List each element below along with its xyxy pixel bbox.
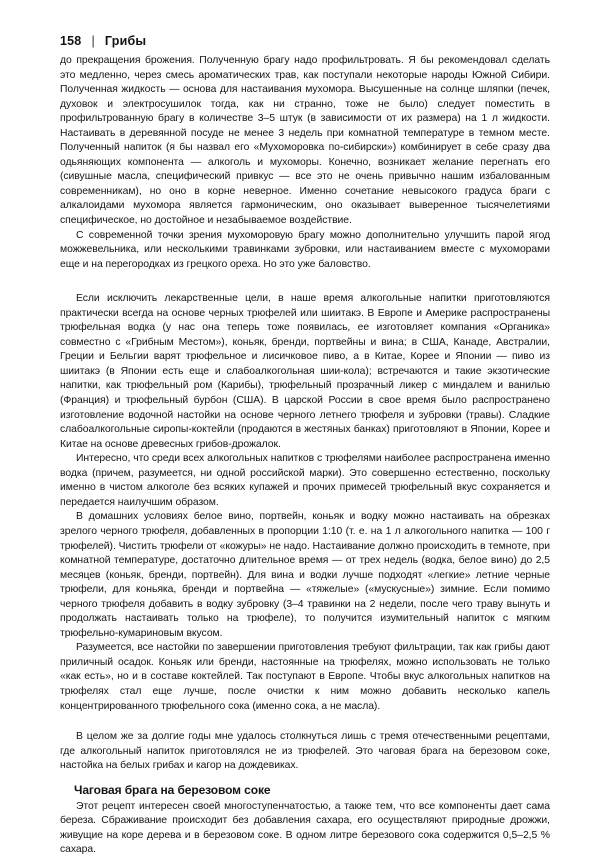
header-separator: | bbox=[91, 34, 95, 48]
page-number: 158 bbox=[60, 34, 82, 48]
section-break bbox=[60, 714, 550, 730]
body-text bbox=[60, 54, 550, 858]
section-break bbox=[60, 272, 550, 292]
paragraph: Если исключить лекарственные цели, в наше время алкогольные напитки приготовляются практически всегда на основе черных трюфелей или шиитакэ. В Европе и Америке распространены трюфельная водка (у нас она теперь тоже появилась, ее изготовляет компания «Органика» совместно с «Грибным Местом»), коньяк, бренди, портвейны и вина; в США, Канаде, Австралии, Греции и Бельгии варят трюфельное и лисичковое пиво, а в Китае, Корее и Японии — пиво из шиитакэ (в Японии есть еще и слабоалкогольная шии-кола); встречаются и такие экзотические напитки, как трюфельный ром (Карибы), трюфельный прозрачный ликер с миндалем и ванилью (Франция) и трюфельный бурбон (США). В царской России в свое время было распространено изготовление водочной настойки на основе черного летнего трюфеля и зубровки (травы). Сладкие слабоалкогольные сиропы-коктейли (продаются в жестяных банках) приготовляют в Японии, Корее и Китае на основе древесных грибов-дрожалок. bbox=[60, 293, 550, 450]
paragraph: В целом же за долгие годы мне удалось столкнуться лишь с тремя отечественными рецептами, где алкогольный напиток приготовлялся не из трюфелей. Это чаговая брага на березовом соке, настойка на белых грибах и кагор на дождевиках. bbox=[60, 731, 550, 772]
subheading: Чаговая брага на березовом соке bbox=[74, 782, 271, 797]
paragraph: В домашних условиях белое вино, портвейн, коньяк и водку можно настаивать на обрезках зрелого черного трюфеля, добавленных в пропорции 1:10 (т. е. на 1 л алкогольного напитка — 100 г трюфелей). Чистить трюфели от «кожуры» не надо. Настаивание должно происходить в темноте, при комнатной температуре, достаточно длительное время — от трех недель (водка, белое вино) до 2,5 месяцев (коньяк, бренди, портвейн). Для вина и водки лучше подходят «легкие» летние черные трюфели, для коньяка, бренди и портвейна — «тяжелые» («мускусные») зимние. Если помимо черного трюфеля добавить в водку зубровку (3–4 травинки на 2 недели, после чего траву вынуть и продолжать настаивать только на трюфеле), то получится изумительный напиток с мягким трюфельно-кумариновым вкусом. bbox=[60, 511, 550, 639]
running-head bbox=[60, 34, 550, 48]
paragraph: Разумеется, все настойки по завершении приготовления требуют фильтрации, так как грибы дают приличный осадок. Коньяк или бренди, настоянные на трюфелях, можно использовать не только «как есть», но и в составе коктейлей. Так поступают в Европе. Чтобы вкус алкогольных напитков на трюфелях стал еще лучше, после очистки к ним можно добавить несколько капель концентрированного трюфельного сока (именно сока, а не масла). bbox=[60, 642, 550, 712]
paragraph: Интересно, что среди всех алкогольных напитков с трюфелями наиболее распространена именно водка (причем, разумеется, ни одной российской марки). Это совершенно естественно, поскольку именно в чистом алкоголе без всяких купажей и прочих примесей трюфельный вкус сохраняется и передается наилучшим образом. bbox=[60, 453, 550, 508]
paragraph: С современной точки зрения мухоморовую брагу можно дополнительно улучшить парой ягод можжевельника, или несколькими травинками зубровки, или настаиванием вместе с мухоморами еще и на перегородках из грецкого ореха. Но это уже баловство. bbox=[60, 229, 550, 270]
section-title: Грибы bbox=[104, 34, 147, 48]
paragraph: до прекращения брожения. Полученную брагу надо профильтровать. Я бы рекомендовал сделать это медленно, через смесь ароматических трав, как поступали некоторые народы Южной Сибири. Полученная жидкость — основа для настаивания мухомора. Высушенные на солнце шляпки (печек, духовок и электросушилок тогда, как ни странно, тоже не было) следует поместить в профильтрованную брагу в количестве 3–5 штук (в зависимости от их размера) на 1 л жидкости. Настаивать в деревянной посуде не менее 3 недель при комнатной температуре в темном месте. Полученный напиток (я бы назвал его «Мухоморовка по-сибирски») комбинирует в себе сразу два одьяняющих компонента — алкоголь и мухоморы. Конечно, возникает желание перегнать его (сивушные масла, специфический привкус — все это не очень привычно нашим избалованным современникам), но оно в корне неверное. Именно сочетание невысокого градуса браги с алкалоидами мухомора является гармоническим, оно оказывает выверенное тысячелетиями специфическое, но достойное и незабываемое воздействие. bbox=[60, 55, 550, 227]
paragraph: Этот рецепт интересен своей многоступенчатостью, а также тем, что все компоненты дает сама береза. Сбраживание происходит без добавления сахара, его осуществляют природные дрожжи, живущие на коре дерева и в березовом соке. В одном литре березового сока содержится 0,5–2,5 % сахара. bbox=[60, 800, 550, 856]
